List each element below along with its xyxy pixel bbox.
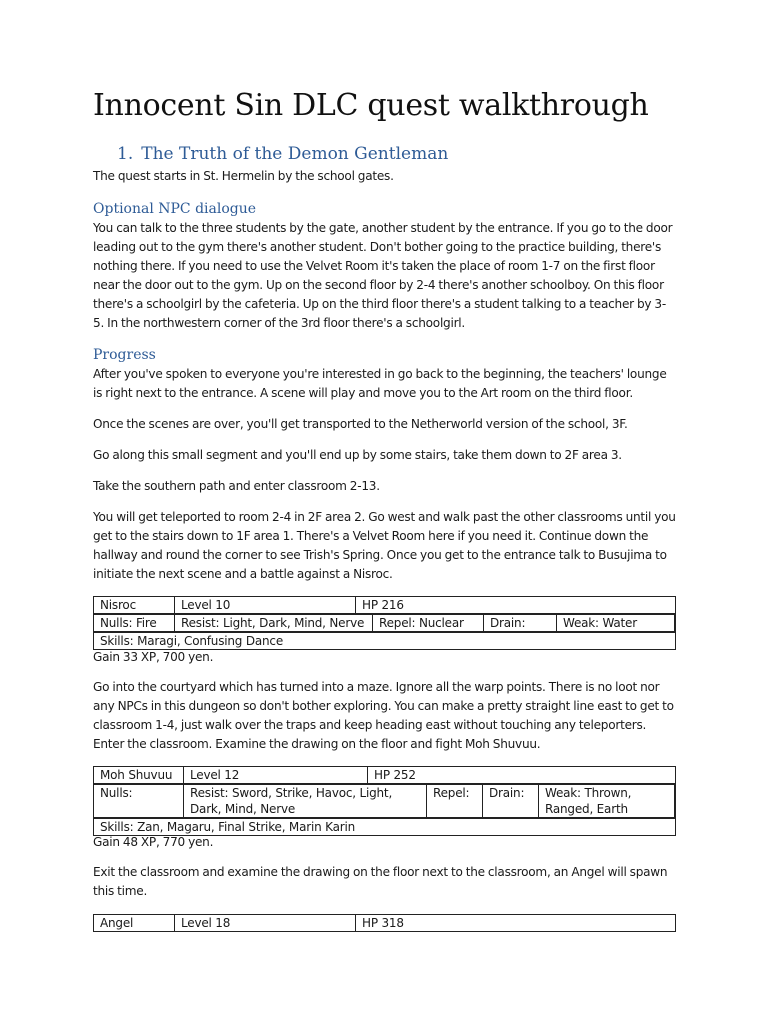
intro-paragraph: The quest starts in St. Hermelin by the school gates.: [93, 169, 394, 183]
nisroc-hp: HP 216: [356, 597, 676, 614]
progress-heading: Progress: [93, 347, 156, 363]
document-title: Innocent Sin DLC quest walkthrough: [93, 88, 649, 123]
nisroc-skills: Skills: Maragi, Confusing Dance: [94, 633, 676, 650]
moh-shuvuu-name: Moh Shuvuu: [94, 767, 184, 784]
nisroc-name: Nisroc: [94, 597, 175, 614]
optional-paragraph: You can talk to the three students by the gate, another student by the entrance. If you go to the door leading out to the gym there's another student. Don't bother going to the practice building, there's nothing there. If you need to use the Velvet Room it's taken the place of room 1-7 on the first floor near the door out to the gym. Up on the second floor by 2-4 there's another schoolboy. On this floor there's a schoolgirl by the cafeteria. Up on the third floor there's a student talking to a teacher by 3-5. In the northwestern corner of the 3rd floor there's a schoolgirl.: [93, 221, 673, 330]
nisroc-stat-table: [93, 596, 676, 650]
moh-shuvuu-hp: HP 252: [368, 767, 676, 784]
angel-level: Level 18: [175, 915, 356, 932]
angel-hp: HP 318: [356, 915, 676, 932]
moh-shuvuu-gain: Gain 48 XP, 770 yen.: [93, 835, 214, 849]
progress-paragraph-4: Take the southern path and enter classroom 2-13.: [93, 479, 380, 493]
nisroc-weak: Weak: Water: [557, 615, 675, 632]
progress-paragraph-2: Once the scenes are over, you'll get transported to the Netherworld version of the school, 3F.: [93, 417, 628, 431]
angel-name: Angel: [94, 915, 175, 932]
optional-heading: Optional NPC dialogue: [93, 201, 257, 217]
progress-paragraph-5: You will get teleported to room 2-4 in 2F area 2. Go west and walk past the other classrooms until you get to the stairs down to 1F area 1. There's a Velvet Room here if you need it. Continue down the hallway and round the corner to see Trish's Spring. Once you get to the entrance talk to Busujima to initiate the next scene and a battle against a Nisroc.: [93, 510, 676, 581]
progress-paragraph-3: Go along this small segment and you'll end up by some stairs, take them down to 2F area 3.: [93, 448, 622, 462]
nisroc-repel: Repel: Nuclear: [373, 615, 484, 632]
nisroc-nulls: Nulls: Fire: [94, 615, 175, 632]
progress-paragraph-6: Go into the courtyard which has turned into a maze. Ignore all the warp points. There is no loot nor any NPCs in this dungeon so don't bother exploring. You can make a pretty straight line east to get to classroom 1-4, just walk over the traps and keep heading east without touching any teleporters. Enter the classroom. Examine the drawing on the floor and fight Moh Shuvuu.: [93, 680, 674, 751]
nisroc-drain: Drain:: [484, 615, 557, 632]
nisroc-resist: Resist: Light, Dark, Mind, Nerve: [175, 615, 373, 632]
section-heading: [117, 142, 448, 166]
moh-shuvuu-weak: Weak: Thrown, Ranged, Earth: [539, 785, 675, 818]
moh-shuvuu-resist: Resist: Sword, Strike, Havoc, Light, Dark, Mind, Nerve: [184, 785, 427, 818]
nisroc-gain: Gain 33 XP, 700 yen.: [93, 650, 214, 664]
progress-paragraph-7: Exit the classroom and examine the drawing on the floor next to the classroom, an Angel will spawn this time.: [93, 865, 668, 898]
moh-shuvuu-level: Level 12: [184, 767, 368, 784]
angel-stat-table: [93, 914, 676, 932]
moh-shuvuu-nulls: Nulls:: [94, 785, 184, 818]
moh-shuvuu-drain: Drain:: [483, 785, 539, 818]
progress-paragraph-1: After you've spoken to everyone you're interested in go back to the beginning, the teachers' lounge is right next to the entrance. A scene will play and move you to the Art room on the third floor.: [93, 367, 667, 400]
section-title: The Truth of the Demon Gentleman: [141, 144, 449, 164]
moh-shuvuu-skills: Skills: Zan, Magaru, Final Strike, Marin Karin: [94, 819, 676, 836]
nisroc-level: Level 10: [175, 597, 356, 614]
moh-shuvuu-stat-table: [93, 766, 676, 836]
section-number: 1.: [117, 144, 134, 164]
moh-shuvuu-repel: Repel:: [427, 785, 483, 818]
